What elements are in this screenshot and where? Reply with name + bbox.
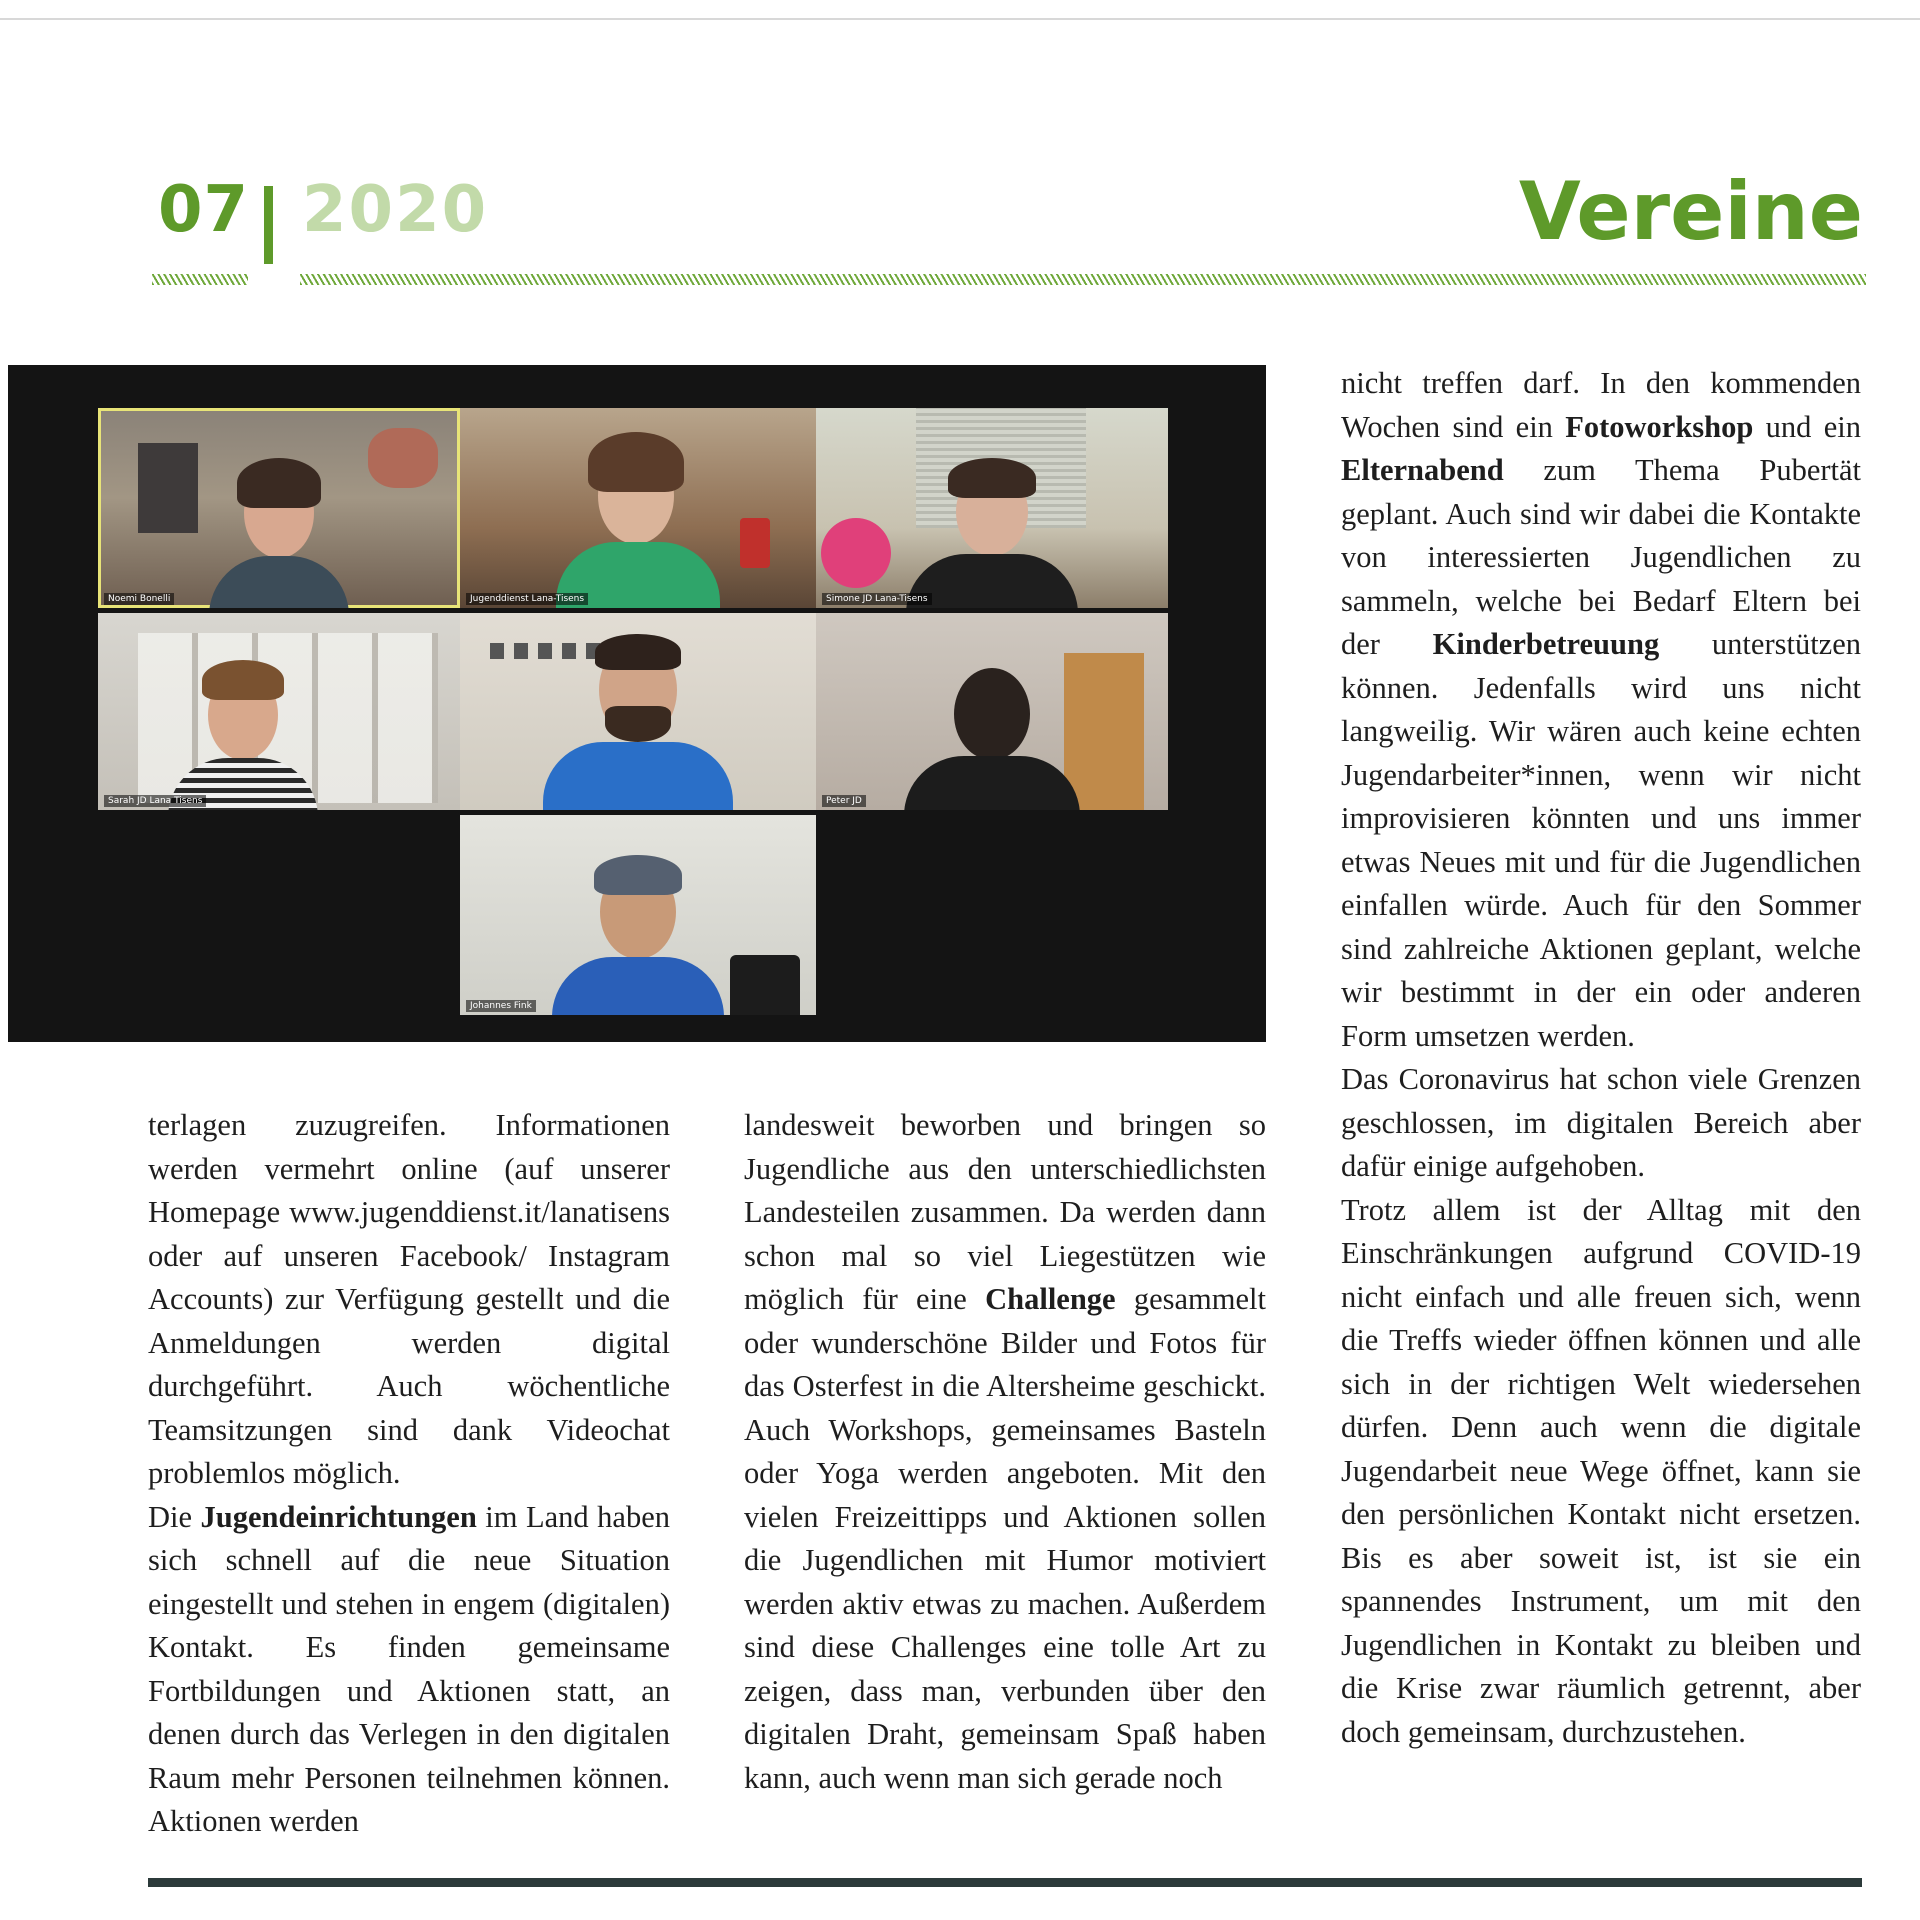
bottom-rule [148, 1878, 1862, 1887]
text-span: nicht treffen darf. In den kommenden Wochen sind ein [1341, 366, 1861, 444]
participant-name: Jugenddienst Lana-Tisens [466, 593, 588, 605]
participant-name: Peter JD [822, 795, 866, 807]
article-column-2 [744, 1104, 1266, 1800]
participant-name: Sarah JD Lana Tisens [104, 795, 206, 807]
participant-tile [816, 408, 1168, 608]
article-column-3 [1341, 362, 1861, 1754]
header-divider [264, 186, 273, 264]
text-span: und ein [1753, 409, 1861, 444]
participant-tile [98, 613, 460, 810]
section-title: Vereine [1518, 165, 1863, 258]
participant-tile [460, 815, 816, 1015]
top-rule [0, 18, 1920, 20]
bold-term: Elternabend [1341, 453, 1504, 487]
paragraph: Trotz allem ist der Alltag mit den Einschränkungen aufgrund COVID-19 nicht einfach und alle freuen sich, wenn die Treffs wieder öffnen können und alle sich in der richtigen Welt wiedersehen dürfen. Denn auch wenn die digitale Jugendarbeit neue Wege öffnet, kann sie den persönlichen Kontakt nicht ersetzen. Bis es aber soweit ist, ist sie ein spannendes Instrument, um mit den Jugendlichen in Kontakt zu bleiben und die Krise zwar räumlich getrennt, aber doch gemeinsam, durchzustehen. [1341, 1192, 1861, 1749]
text-span: gesammelt oder wunderschöne Bilder und Fotos für das Osterfest in die Altersheime geschickt. Auch Workshops, gemeinsames Basteln oder Yoga werden angeboten. Mit den vielen Freizeittipps und Aktionen sollen die Jugendlichen mit Humor motiviert werden aktiv etwas zu machen. Außerdem sind diese Challenges eine tolle Art zu zeigen, dass man, verbunden über den digitalen Draht, gemeinsam Spaß haben kann, auch wenn man sich gerade noch [744, 1282, 1266, 1795]
bold-term: Challenge [985, 1282, 1116, 1316]
bold-term: Fotoworkshop [1565, 409, 1754, 444]
text-span: Die [148, 1499, 201, 1534]
participant-tile [98, 408, 460, 608]
article-column-1 [148, 1104, 670, 1844]
participant-name: Simone JD Lana-Tisens [822, 593, 932, 605]
header-hatch-left [152, 274, 248, 285]
participant-tile [460, 613, 816, 810]
paragraph [744, 1104, 1266, 1800]
video-call-photo [8, 365, 1266, 1042]
text-span: zum Thema Pubertät geplant. Auch sind wir dabei die Kontakte von interessierten Jugendlichen zu sammeln, welche bei Bedarf Eltern bei der [1341, 453, 1861, 661]
paragraph: terlagen zuzugreifen. Informationen werden vermehrt online (auf unserer Homepage www.jugenddienst.it/lanatisens oder auf unseren Facebook/ Instagram Accounts) zur Verfügung gestellt und die Anmeldungen werden digital durchgeführt. Auch wöchentliche Teamsitzungen sind dank Videochat problemlos möglich. [148, 1108, 670, 1490]
bold-term: Kinderbetreuung [1432, 627, 1660, 661]
text-span: im Land haben sich schnell auf die neue Situation eingestellt und stehen in engem (digitalen) Kontakt. Es finden gemeinsame Fortbildungen und Aktionen statt, an denen durch das Verlegen in den digitalen Raum mehr Personen teilnehmen können. Aktionen werden [148, 1499, 670, 1838]
text-span: unterstützen können. Jedenfalls wird uns nicht langweilig. Wir wären auch keine echten Jugendarbeiter*innen, wenn wir nicht improvisieren könnten und uns immer etwas Neues mit und für die Jugendlichen einfallen würde. Auch für den Sommer sind zahlreiche Aktionen geplant, welche wir bestimmt in der ein oder anderen Form umsetzen werden. [1341, 627, 1861, 1053]
header-hatch-right [300, 274, 1866, 285]
paragraph: Das Coronavirus hat schon viele Grenzen geschlossen, im digitalen Bereich aber dafür einige aufgehoben. [1341, 1062, 1861, 1183]
issue-number: 07 [158, 173, 250, 247]
text-span: landesweit beworben und bringen so Jugendliche aus den unterschiedlichsten Landesteilen zusammen. Da werden dann schon mal so viel Liegestützen wie möglich für eine [744, 1108, 1266, 1316]
participant-name: Johannes Fink [466, 1000, 536, 1012]
participant-tile [460, 408, 816, 608]
paragraph [148, 1496, 670, 1844]
bold-term: Jugendeinrichtungen [200, 1499, 477, 1534]
participant-name: Noemi Bonelli [104, 593, 174, 605]
issue-year: 2020 [302, 173, 489, 247]
paragraph [1341, 362, 1861, 1058]
participant-tile [816, 613, 1168, 810]
